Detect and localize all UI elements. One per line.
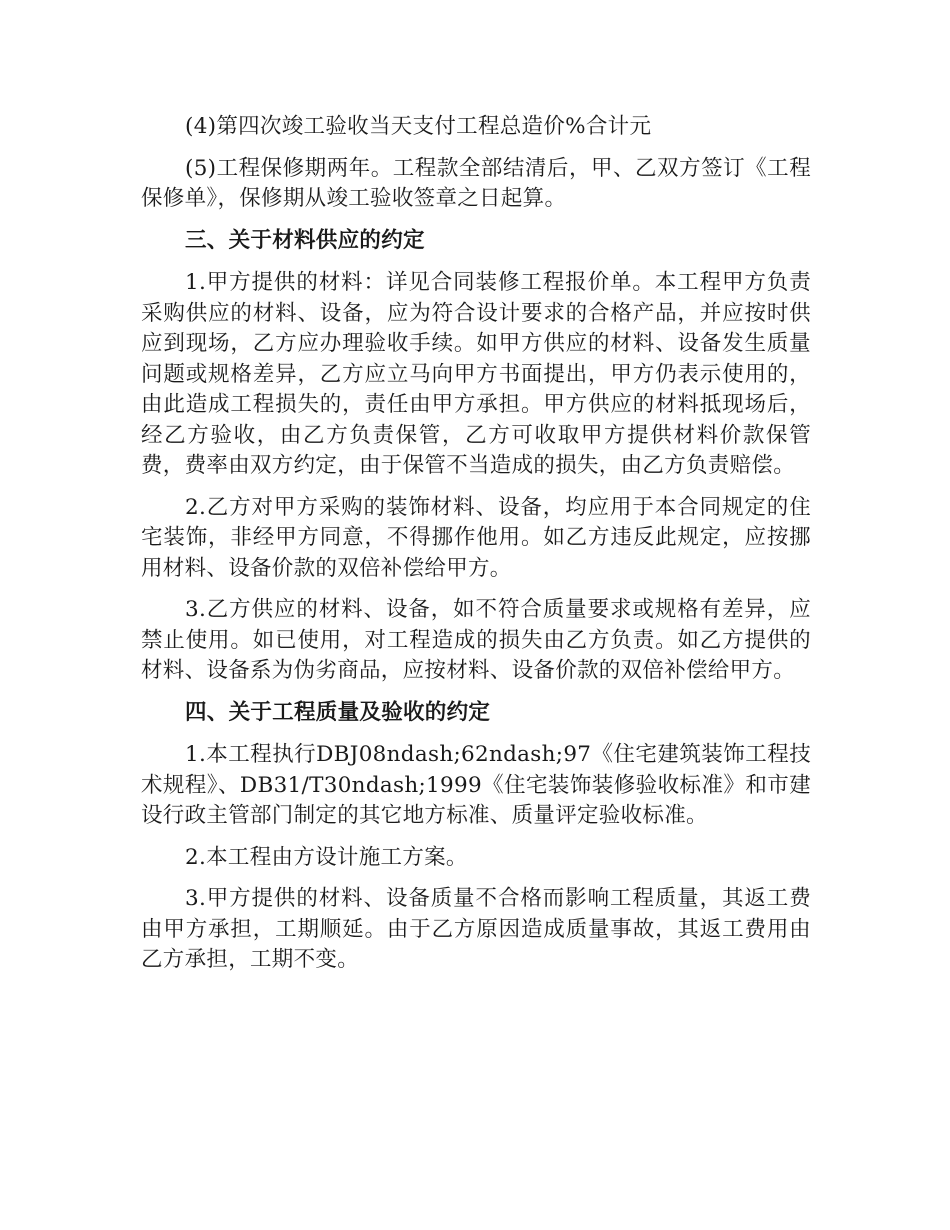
section-heading: 四、关于工程质量及验收的约定 (185, 699, 491, 725)
paragraph: 1.本工程执行DBJ08ndash;62ndash;97《住宅建筑装饰工程技术规程》、DB31/T30ndash;1999《住宅装饰装修验收标准》和市建设行政主管部门制定的其它地方标准、质量评定验收标准。 (141, 742, 811, 828)
paragraph: (4)第四次竣工验收当天支付工程总造价%合计元 (185, 114, 652, 139)
section-heading: 三、关于材料供应的约定 (185, 227, 425, 253)
paragraph: 1.甲方提供的材料：详见合同装修工程报价单。本工程甲方负责采购供应的材料、设备，应为符合设计要求的合格产品，并应按时供应到现场，乙方应办理验收手续。如甲方供应的材料、设备发生质量问题或规格差异，乙方应立马向甲方书面提出，甲方仍表示使用的，由此造成工程损失的，责任由甲方承担。甲方供应的材料抵现场后，经乙方验收，由乙方负责保管，乙方可收取甲方提供材料价款保管费，费率由双方约定，由于保管不当造成的损失，由乙方负责赔偿。 (141, 270, 811, 478)
document-body (141, 112, 811, 987)
paragraph: (5)工程保修期两年。工程款全部结清后，甲、乙双方签订《工程保修单》，保修期从竣工验收签章之日起算。 (141, 155, 811, 211)
paragraph: 3.甲方提供的材料、设备质量不合格而影响工程质量，其返工费由甲方承担，工期顺延。由于乙方原因造成质量事故，其返工费用由乙方承担，工期不变。 (141, 886, 811, 972)
paragraph: 2.乙方对甲方采购的装饰材料、设备，均应用于本合同规定的住宅装饰，非经甲方同意，不得挪作他用。如乙方违反此规定，应按挪用材料、设备价款的双倍补偿给甲方。 (141, 494, 811, 581)
paragraph: 3.乙方供应的材料、设备，如不符合质量要求或规格有差异，应禁止使用。如已使用，对工程造成的损失由乙方负责。如乙方提供的材料、设备系为伪劣商品，应按材料、设备价款的双倍补偿给甲方。 (141, 597, 811, 683)
paragraph: 2.本工程由方设计施工方案。 (185, 844, 468, 870)
